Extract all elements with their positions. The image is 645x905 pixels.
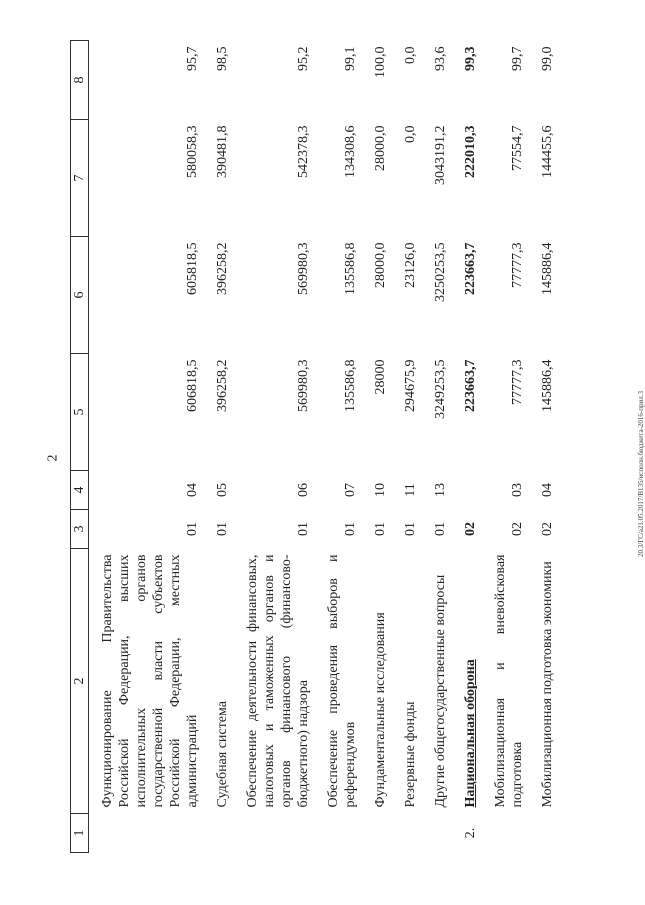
row-number-cell <box>529 814 559 853</box>
value-col6-cell: 23126,0 <box>403 242 418 288</box>
value-col7-cell: 0,0 <box>403 125 418 143</box>
value-col7-cell: 580058,3 <box>185 125 200 178</box>
section-code-cell: 02 <box>540 522 555 536</box>
table-body <box>89 41 560 853</box>
item-name-cell: Обеспечение проведения выборов и референдумов <box>326 554 358 808</box>
value-col7-cell: 28000,0 <box>373 125 388 171</box>
percent-cell: 93,6 <box>433 46 448 71</box>
subsection-code-cell: 06 <box>296 483 311 497</box>
item-name-cell: Национальная оборона <box>463 659 478 808</box>
subsection-code-cell: 11 <box>403 483 418 497</box>
table-row <box>452 41 482 853</box>
percent-cell: 100,0 <box>373 46 388 78</box>
row-number-cell <box>204 814 234 853</box>
table-row <box>482 41 529 853</box>
page-number: 2 <box>45 454 61 462</box>
value-col7-cell: 134308,6 <box>343 125 358 178</box>
percent-cell: 0,0 <box>403 46 418 64</box>
section-code-cell: 01 <box>343 522 358 536</box>
subsection-code-cell: 03 <box>510 483 525 497</box>
header-cell: 5 <box>71 354 89 471</box>
header-cell: 4 <box>71 471 89 510</box>
subsection-code-cell: 04 <box>540 483 555 497</box>
table-row <box>529 41 559 853</box>
percent-cell: 95,7 <box>185 46 200 71</box>
value-col5-cell: 569980,3 <box>296 359 311 412</box>
percent-cell: 99,1 <box>343 46 358 71</box>
percent-cell: 99,7 <box>510 46 525 71</box>
value-col7-cell: 3043191,2 <box>433 125 448 185</box>
header-cell: 1 <box>71 814 89 853</box>
row-number-cell <box>422 814 452 853</box>
value-col7-cell: 222010,3 <box>463 125 478 178</box>
document-footer-note: 20.3/ГС/а21.05.2017/В135/исполн.бюджета-2016-прил.3 <box>636 391 645 557</box>
value-col6-cell: 28000,0 <box>373 242 388 288</box>
value-col5-cell: 145886,4 <box>540 359 555 412</box>
section-code-cell: 01 <box>373 522 388 536</box>
percent-cell: 98,5 <box>215 46 230 71</box>
header-cell: 3 <box>71 510 89 549</box>
section-code-cell: 01 <box>433 522 448 536</box>
value-col6-cell: 569980,3 <box>296 242 311 295</box>
item-name-cell: Функционирование Правительства Российской Федерации, высших исполнительных органов государственной власти субъектов Российской Федерации, местных администраций <box>100 554 200 808</box>
value-col7-cell: 77554,7 <box>510 125 525 171</box>
value-col6-cell: 145886,4 <box>540 242 555 295</box>
value-col5-cell: 77777,3 <box>510 359 525 405</box>
value-col5-cell: 3249253,5 <box>433 359 448 419</box>
section-code-cell: 01 <box>296 522 311 536</box>
header-cell: 2 <box>71 549 89 814</box>
section-code-cell: 02 <box>463 522 478 536</box>
section-code-cell: 01 <box>403 522 418 536</box>
value-col5-cell: 396258,2 <box>215 359 230 412</box>
value-col5-cell: 294675,9 <box>403 359 418 412</box>
row-number-cell <box>482 814 529 853</box>
table-row <box>204 41 234 853</box>
item-name-cell: Мобилизационная и вневойсковая подготовка <box>493 554 525 808</box>
item-name-cell: Судебная система <box>215 701 230 808</box>
value-col6-cell: 396258,2 <box>215 242 230 295</box>
budget-table-container <box>70 46 570 853</box>
header-cell: 6 <box>71 237 89 354</box>
section-code-cell: 01 <box>215 522 230 536</box>
subsection-code-cell: 05 <box>215 483 230 497</box>
item-name-cell: Мобилизационная подготовка экономики <box>540 561 555 808</box>
value-col6-cell: 3250253,5 <box>433 242 448 302</box>
table-row <box>392 41 422 853</box>
percent-cell: 99,3 <box>463 46 478 71</box>
subsection-code-cell: 04 <box>185 483 200 497</box>
percent-cell: 95,2 <box>296 46 311 71</box>
table-row <box>234 41 315 853</box>
value-col6-cell: 135586,8 <box>343 242 358 295</box>
value-col7-cell: 542378,3 <box>296 125 311 178</box>
subsection-code-cell <box>452 471 482 510</box>
item-name-cell: Другие общегосударственные вопросы <box>433 574 448 808</box>
row-number-cell <box>89 814 205 853</box>
subsection-code-cell: 07 <box>343 483 358 497</box>
row-number-cell: 2. <box>463 827 478 839</box>
value-col7-cell: 144455,6 <box>540 125 555 178</box>
budget-table <box>70 40 559 853</box>
table-header-row <box>71 41 89 853</box>
item-name-cell: Обеспечение деятельности финансовых, налоговых и таможенных органов и органов финансового (финансово-бюджетного) надзора <box>245 554 311 808</box>
table-row <box>315 41 362 853</box>
value-col6-cell: 223663,7 <box>463 242 478 295</box>
value-col7-cell: 390481,8 <box>215 125 230 178</box>
item-name-cell: Фундаментальные исследования <box>373 612 388 808</box>
header-cell: 7 <box>71 120 89 237</box>
subsection-code-cell: 10 <box>373 483 388 497</box>
section-code-cell: 01 <box>185 522 200 536</box>
row-number-cell <box>392 814 422 853</box>
value-col5-cell: 135586,8 <box>343 359 358 412</box>
value-col5-cell: 223663,7 <box>463 359 478 412</box>
subsection-code-cell: 13 <box>433 483 448 497</box>
item-name-cell: Резервные фонды <box>403 701 418 808</box>
value-col6-cell: 77777,3 <box>510 242 525 288</box>
value-col5-cell: 28000 <box>373 359 388 395</box>
value-col5-cell: 606818,5 <box>185 359 200 412</box>
row-number-cell <box>315 814 362 853</box>
table-row <box>362 41 392 853</box>
row-number-cell <box>362 814 392 853</box>
table-row <box>422 41 452 853</box>
value-col6-cell: 605818,5 <box>185 242 200 295</box>
row-number-cell <box>234 814 315 853</box>
percent-cell: 99,0 <box>540 46 555 71</box>
section-code-cell: 02 <box>510 522 525 536</box>
header-cell: 8 <box>71 41 89 120</box>
table-row <box>89 41 205 853</box>
